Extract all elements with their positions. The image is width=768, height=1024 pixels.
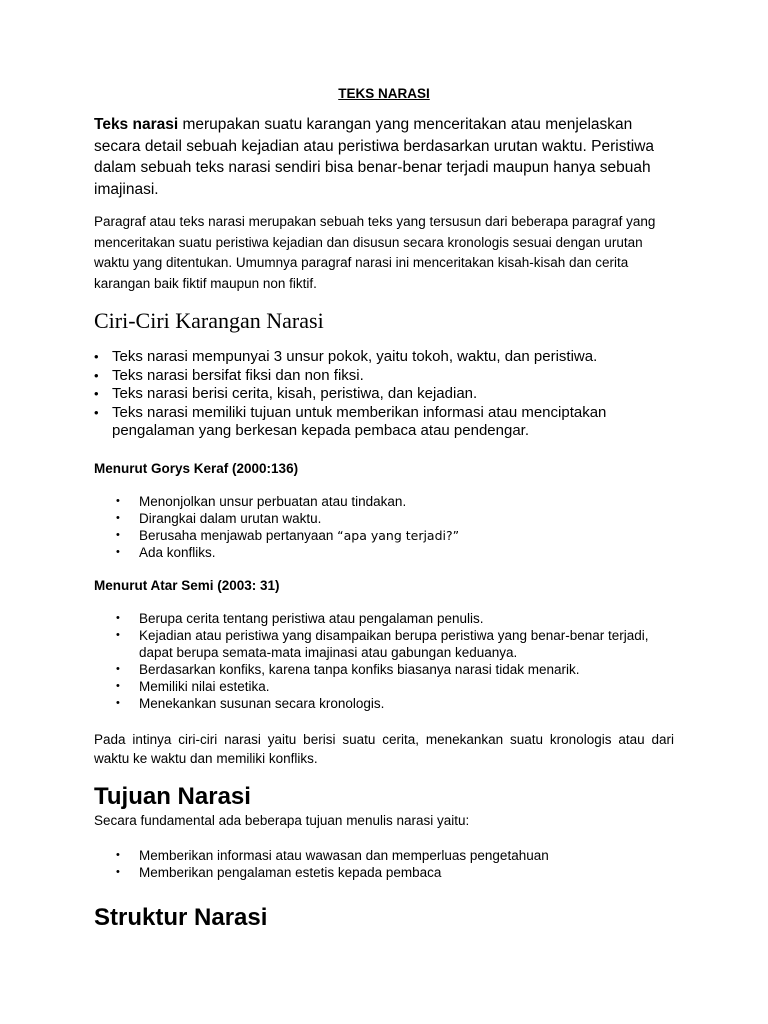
- atar-list: [94, 610, 674, 712]
- list-item: • Teks narasi berisi cerita, kisah, peristiwa, dan kejadian.: [94, 385, 478, 402]
- list-item: • Berdasarkan konfiks, karena tanpa konfiks biasanya narasi tidak menarik.: [116, 661, 580, 677]
- bullet-icon: •: [116, 528, 120, 541]
- bullet-icon: •: [94, 386, 99, 401]
- bullet-icon: •: [116, 494, 120, 507]
- tujuan-heading: Tujuan Narasi: [94, 782, 251, 810]
- list-item: • Menekankan susunan secara kronologis.: [116, 695, 385, 711]
- list-item: • Ada konfliks.: [116, 544, 216, 560]
- list-item: • Teks narasi bersifat fiksi dan non fiksi.: [94, 366, 364, 384]
- bullet-icon: •: [94, 349, 99, 364]
- list-item: • Memberikan informasi atau wawasan dan memperluas pengetahuan: [116, 847, 549, 863]
- document-title: TEKS NARASI: [338, 86, 430, 101]
- bullet-icon: •: [116, 679, 120, 692]
- tujuan-list: [94, 847, 674, 881]
- list-item: • Teks narasi mempunyai 3 unsur pokok, yaitu tokoh, waktu, dan peristiwa.: [94, 348, 598, 365]
- bullet-icon: •: [116, 696, 120, 709]
- bullet-icon: •: [116, 865, 120, 878]
- list-item: • Berusaha menjawab pertanyaan “apa yang terjadi?”: [116, 527, 460, 543]
- ciri-heading: Ciri-Ciri Karangan Narasi: [94, 308, 324, 333]
- atar-heading: Menurut Atar Semi (2003: 31): [94, 577, 280, 593]
- list-item: • Teks narasi memiliki tujuan untuk memberikan informasi atau menciptakan pengalaman yang berkesan kepada pembaca atau pendengar.: [94, 403, 607, 439]
- summary-paragraph: Pada intinya ciri-ciri narasi yaitu berisi suatu cerita, menekankan suatu kronologis atau dari waktu ke waktu dan memiliki konfliks.: [94, 731, 674, 766]
- ciri-list: [94, 348, 674, 441]
- document-body: [94, 86, 674, 932]
- bullet-icon: •: [116, 628, 120, 641]
- gorys-heading: Menurut Gorys Keraf (2000:136): [94, 460, 299, 476]
- list-item: • Dirangkai dalam urutan waktu.: [116, 510, 322, 526]
- bullet-icon: •: [116, 848, 120, 861]
- struktur-heading: Struktur Narasi: [94, 903, 268, 931]
- tujuan-intro: Secara fundamental ada beberapa tujuan menulis narasi yaitu:: [94, 812, 470, 828]
- bullet-icon: •: [116, 511, 120, 524]
- list-item: • Memiliki nilai estetika.: [116, 678, 270, 694]
- intro-text: merupakan suatu karangan yang menceritakan atau menjelaskan secara detail sebuah kejadian atau peristiwa berdasarkan urutan waktu. Peristiwa dalam sebuah teks narasi sendiri bisa benar-benar terjadi maupun hanya sebuah imajinasi.: [94, 116, 655, 198]
- bullet-icon: •: [116, 662, 120, 675]
- list-item: • Menonjolkan unsur perbuatan atau tindakan.: [116, 493, 407, 509]
- quoted-question: “apa yang terjadi?”: [337, 527, 460, 543]
- list-item: • Memberikan pengalaman estetis kepada pembaca: [116, 864, 442, 880]
- bullet-icon: •: [116, 545, 120, 558]
- definition-paragraph: Paragraf atau teks narasi merupakan sebuah teks yang tersusun dari beberapa paragraf yang menceritakan suatu peristiwa kejadian dan disusun secara kronologis sesuai dengan urutan waktu yang ditentukan. Umumnya paragraf narasi ini menceritakan kisah-kisah dan cerita karangan baik fiktif maupun non fiktif.: [94, 214, 656, 291]
- gorys-list: [94, 493, 674, 561]
- list-item: • Berupa cerita tentang peristiwa atau pengalaman penulis.: [116, 610, 484, 626]
- list-item: • Kejadian atau peristiwa yang disampaikan berupa peristiwa yang benar-benar terjadi, dapat berupa semata-mata imajinasi atau gabungan keduanya.: [116, 627, 649, 660]
- intro-paragraph: [94, 114, 674, 200]
- bullet-icon: •: [116, 611, 120, 624]
- intro-bold-term: Teks narasi: [94, 116, 179, 133]
- bullet-icon: •: [94, 404, 99, 420]
- bullet-icon: •: [94, 367, 99, 383]
